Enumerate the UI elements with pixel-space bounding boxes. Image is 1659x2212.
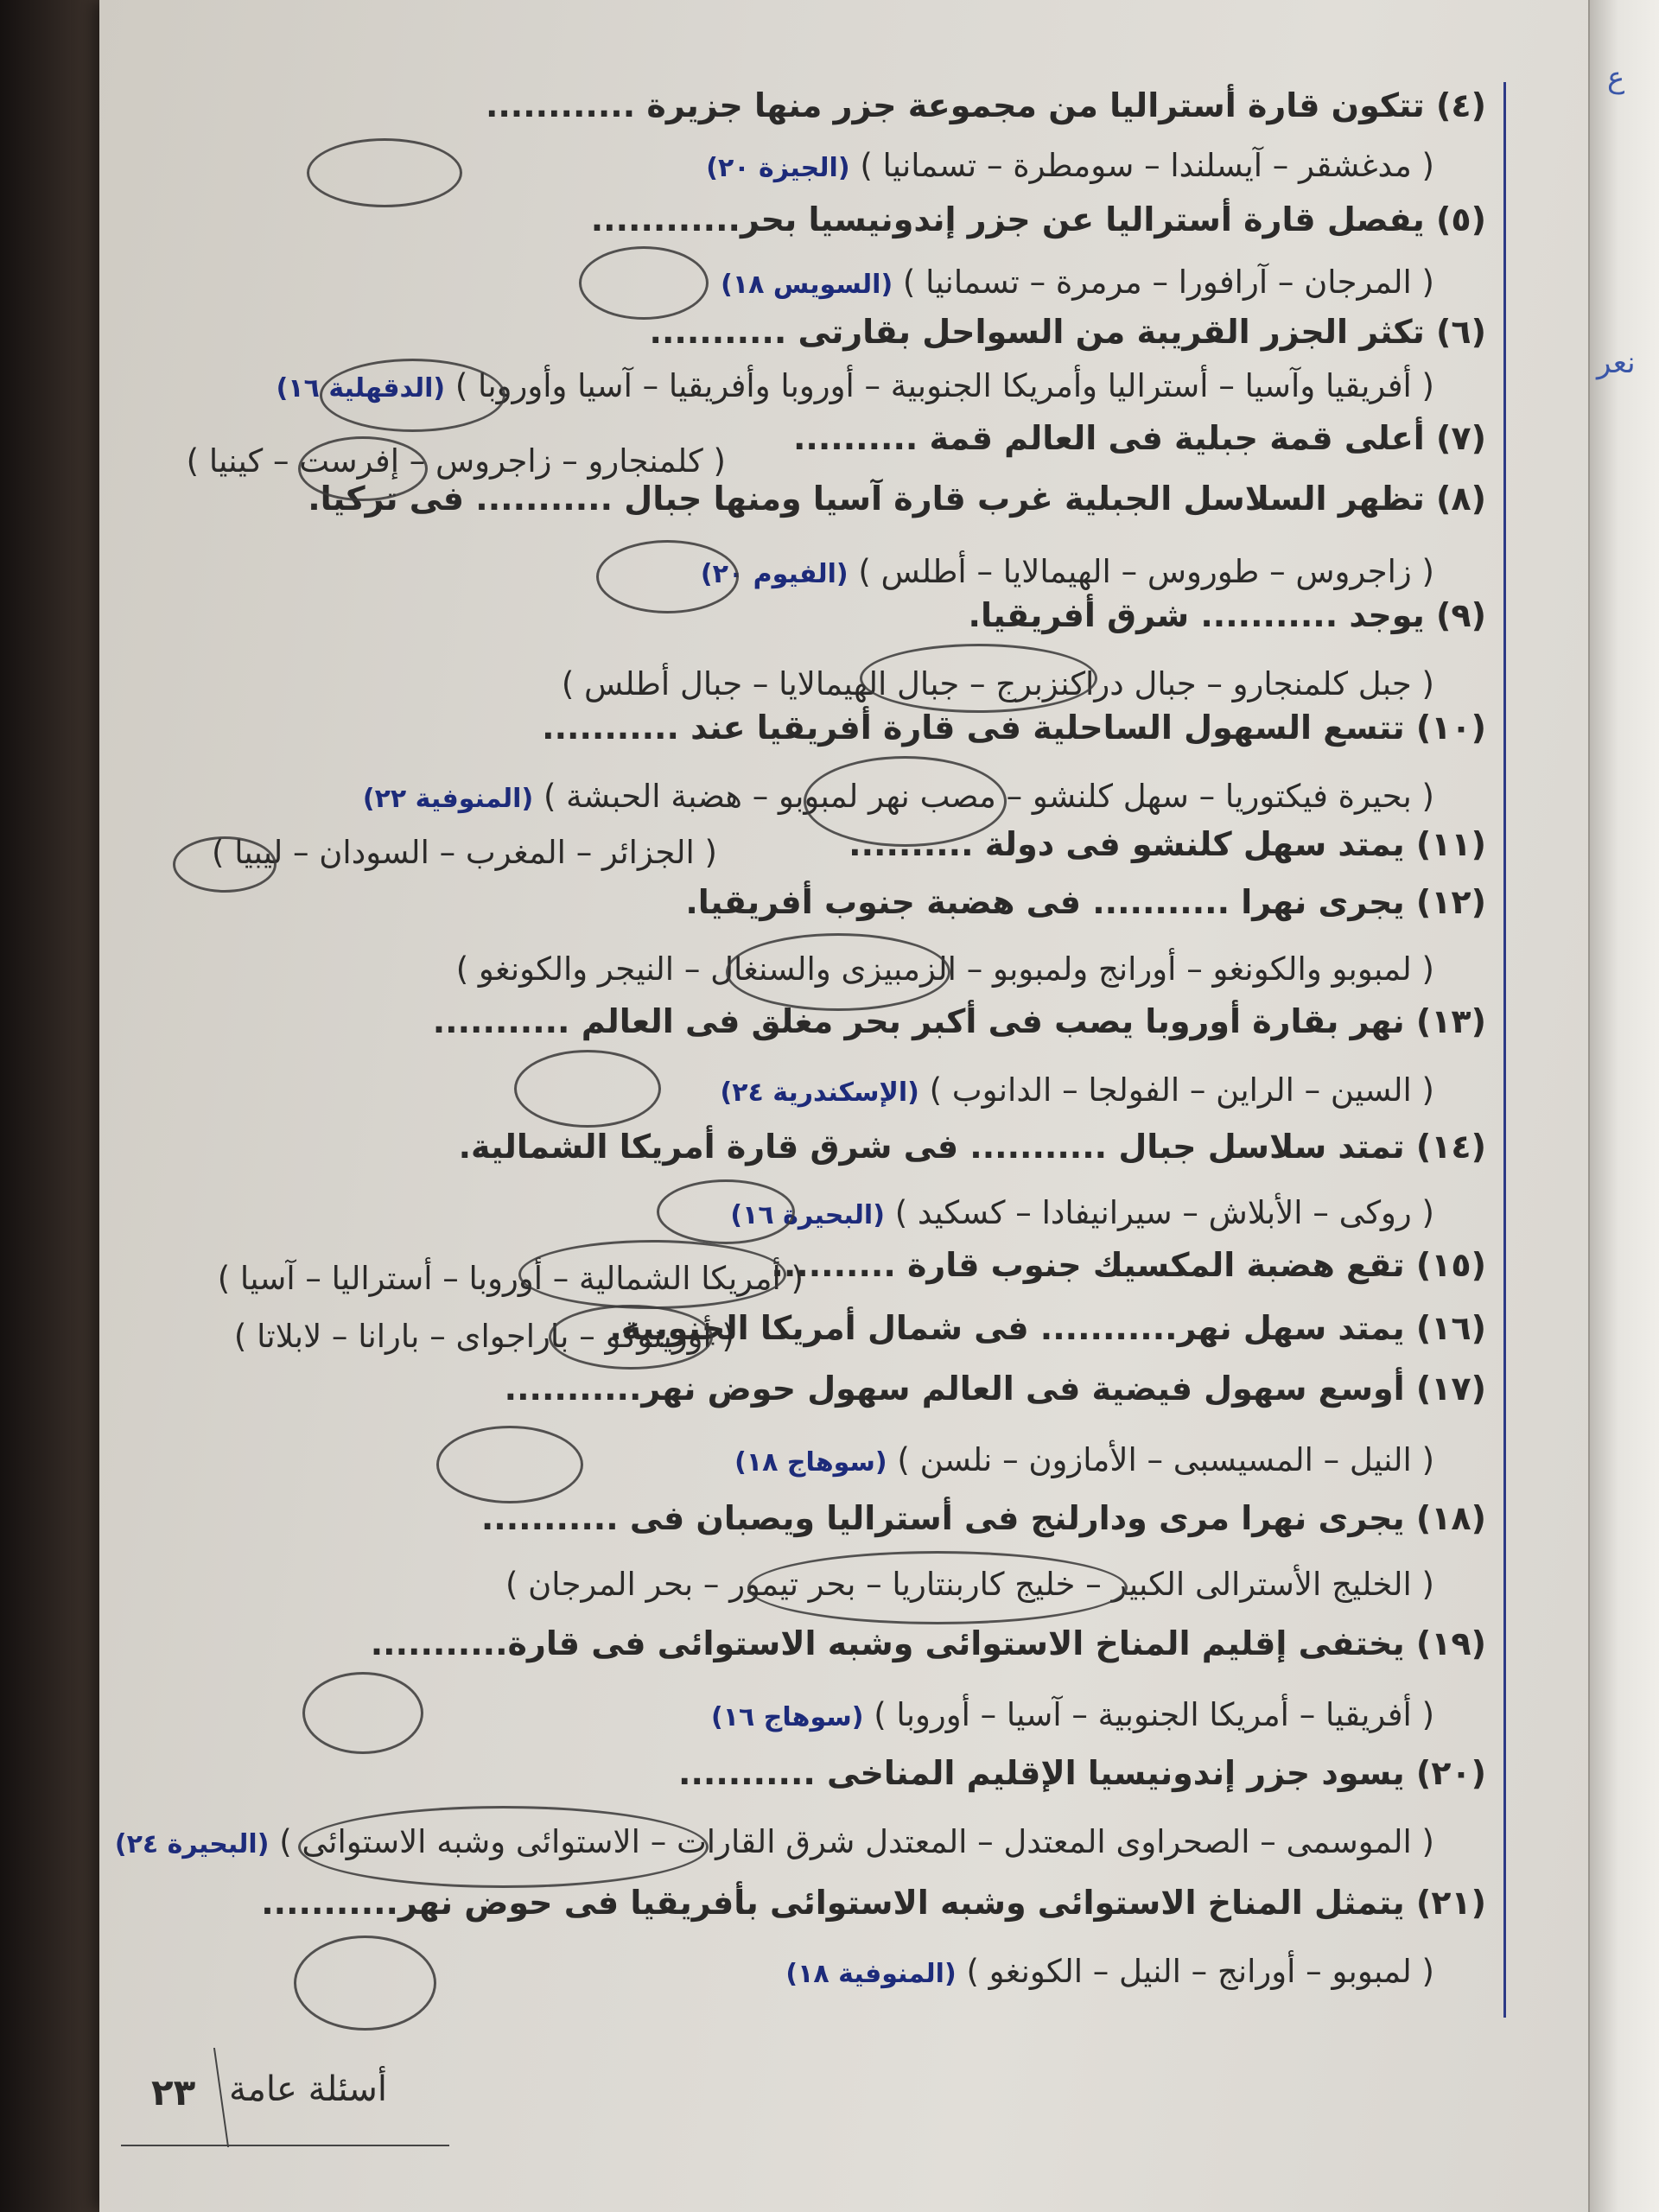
question-21: (٢١) يتمثل المناخ الاستوائى وشبه الاستوائى بأفريقيا فى حوض نهر........... [261,1884,1486,1922]
question-19: (١٩) يختفى إقليم المناخ الاستوائى وشبه الاستوائى فى قارة........... [370,1624,1486,1662]
options-10: ( بحيرة فيكتوريا – سهل كلنشو – مصب نهر لمبوبو – هضبة الحبشة ) (المنوفية ٢٢) [362,778,1434,815]
answer-circle [302,1672,423,1754]
options-14: ( روكى – الأبلاش – سيرانيفادا – كسكيد ) (البحيرة ١٦) [730,1194,1434,1231]
margin-note: نعر [1597,346,1636,380]
question-14: (١٤) تمتد سلاسل جبال ........... فى شرق قارة أمريكا الشمالية. [458,1128,1486,1166]
answer-circle [518,1240,786,1309]
margin-rule [1503,82,1506,2018]
exam-source: (المنوفية ٢٢) [362,784,534,814]
answer-circle [436,1426,583,1503]
exam-source: (البحيرة ١٦) [730,1200,885,1230]
exam-source: (سوهاج ١٨) [734,1447,887,1478]
question-13: (١٣) نهر بقارة أوروبا يصب فى أكبر بحر مغلق فى العالم ........... [432,1002,1486,1040]
answer-circle [747,1551,1128,1624]
options-8: ( زاجروس – طوروس – الهيمالايا – أطلس ) (الفيوم ٢٠) [700,553,1434,590]
options-11: ( الجزائر – المغرب – السودان – ليبيا ) [212,834,717,871]
answer-circle [173,836,276,893]
question-17: (١٧) أوسع سهول فيضية فى العالم سهول حوض نهر........... [504,1370,1486,1408]
footer-underline [121,2145,449,2146]
question-12: (١٢) يجرى نهرا ........... فى هضبة جنوب أفريقيا. [685,883,1486,921]
options-7: ( كلمنجارو – زاجروس – إفرست – كينيا ) [186,442,726,480]
answer-circle [579,246,709,320]
exam-source: (الفيوم ٢٠) [700,559,849,589]
answer-circle [320,359,505,432]
adjacent-page [1588,0,1659,2212]
options-20: ( الموسمى – الصحراوى المعتدل – المعتدل شرق القارات – الاستوائى وشبه الاستوائى ) (البحيرة ٢٤) [114,1823,1434,1860]
answer-circle [514,1050,661,1128]
answer-circle [726,933,950,1011]
options-18: ( الخليج الأسترالى الكبير – خليج كاربنتاريا – بحر تيمور – بحر المرجان ) [505,1566,1434,1603]
options-9: ( جبل كلمنجارو – جبال دراكنزبرج – جبال الهيمالايا – جبال أطلس ) [561,665,1434,702]
exam-source: (المنوفية ١٨) [785,1959,957,1989]
question-16: (١٦) يمتد سهل نهر........... فى شمال أمريكا الجنوبية. [609,1309,1486,1347]
question-18: (١٨) يجرى نهرا مرى ودارلنج فى أستراليا ويصبان فى ........... [480,1499,1486,1537]
answer-circle [549,1305,713,1370]
question-9: (٩) يوجد ........... شرق أفريقيا. [968,596,1486,634]
answer-circle [307,138,462,207]
answer-circle [596,540,739,613]
options-4: ( مدغشقر – آيسلندا – سومطرة – تسمانيا ) (الجيزة ٢٠) [706,147,1434,184]
question-11: (١١) يمتد سهل كلنشو فى دولة .......... [849,825,1486,863]
exam-source: (البحيرة ٢٤) [114,1829,270,1859]
exam-source: (الإسكندرية ٢٤) [720,1077,919,1108]
options-21: ( لمبوبو – أورانج – النيل – الكونغو ) (المنوفية ١٨) [785,1953,1434,1990]
options-5: ( المرجان – آرافورا – مرمرة – تسمانيا ) (السويس ١٨) [721,264,1434,301]
options-12: ( لمبوبو والكونغو – أورانج ولمبوبو – الزمبيزى والسنغال – النيجر والكونغو ) [455,950,1434,988]
answer-circle [657,1179,795,1244]
options-6: ( أفريقيا وآسيا – أستراليا وأمريكا الجنوبية – أوروبا وأفريقيا – آسيا وأوروبا ) (الدقهلية ١٦) [276,367,1434,404]
options-19: ( أفريقيا – أمريكا الجنوبية – آسيا – أوروبا ) (سوهاج ١٦) [710,1696,1434,1733]
options-15: ( أمريكا الشمالية – أوروبا – أستراليا – آسيا ) [217,1260,804,1297]
question-20: (٢٠) يسود جزر إندونيسيا الإقليم المناخى ........... [678,1754,1486,1792]
answer-circle [294,1936,436,2031]
options-17: ( النيل – المسيسبى – الأمازون – نلسن ) (سوهاج ١٨) [734,1441,1434,1478]
exam-source: (الجيزة ٢٠) [706,153,850,183]
question-8: (٨) تظهر السلاسل الجبلية غرب قارة آسيا ومنها جبال ........... فى تركيا. [308,480,1486,518]
question-6: (٦) تكثر الجزر القريبة من السواحل بقارتى ........... [649,313,1486,351]
options-13: ( السين – الراين – الفولجا – الدانوب ) (الإسكندرية ٢٤) [720,1071,1434,1109]
answer-circle [298,436,428,501]
answer-circle [860,644,1097,713]
exam-source: (السويس ١٨) [721,270,893,300]
question-10: (١٠) تتسع السهول الساحلية فى قارة أفريقيا عند ........... [542,709,1486,747]
exam-source: (الدقهلية ١٦) [276,373,446,404]
page-number: ٢٣ [151,2071,196,2113]
exam-source: (سوهاج ١٦) [710,1702,864,1732]
options-16: ( أورينوكو – باراجواى – بارانا – لابلاتا ) [233,1318,734,1355]
question-7: (٧) أعلى قمة جبلية فى العالم قمة .......... [792,419,1486,457]
answer-circle [298,1806,709,1888]
question-4: (٤) تتكون قارة أستراليا من مجموعة جزر منها جزيرة ............ [485,86,1486,124]
answer-circle [804,756,1007,847]
question-15: (١٥) تقع هضبة المكسيك جنوب قارة .......... [771,1246,1486,1284]
margin-note: ع [1607,60,1625,95]
question-5: (٥) يفصل قارة أستراليا عن جزر إندونيسيا بحر............ [590,200,1486,238]
section-title: أسئلة عامة [229,2069,388,2109]
